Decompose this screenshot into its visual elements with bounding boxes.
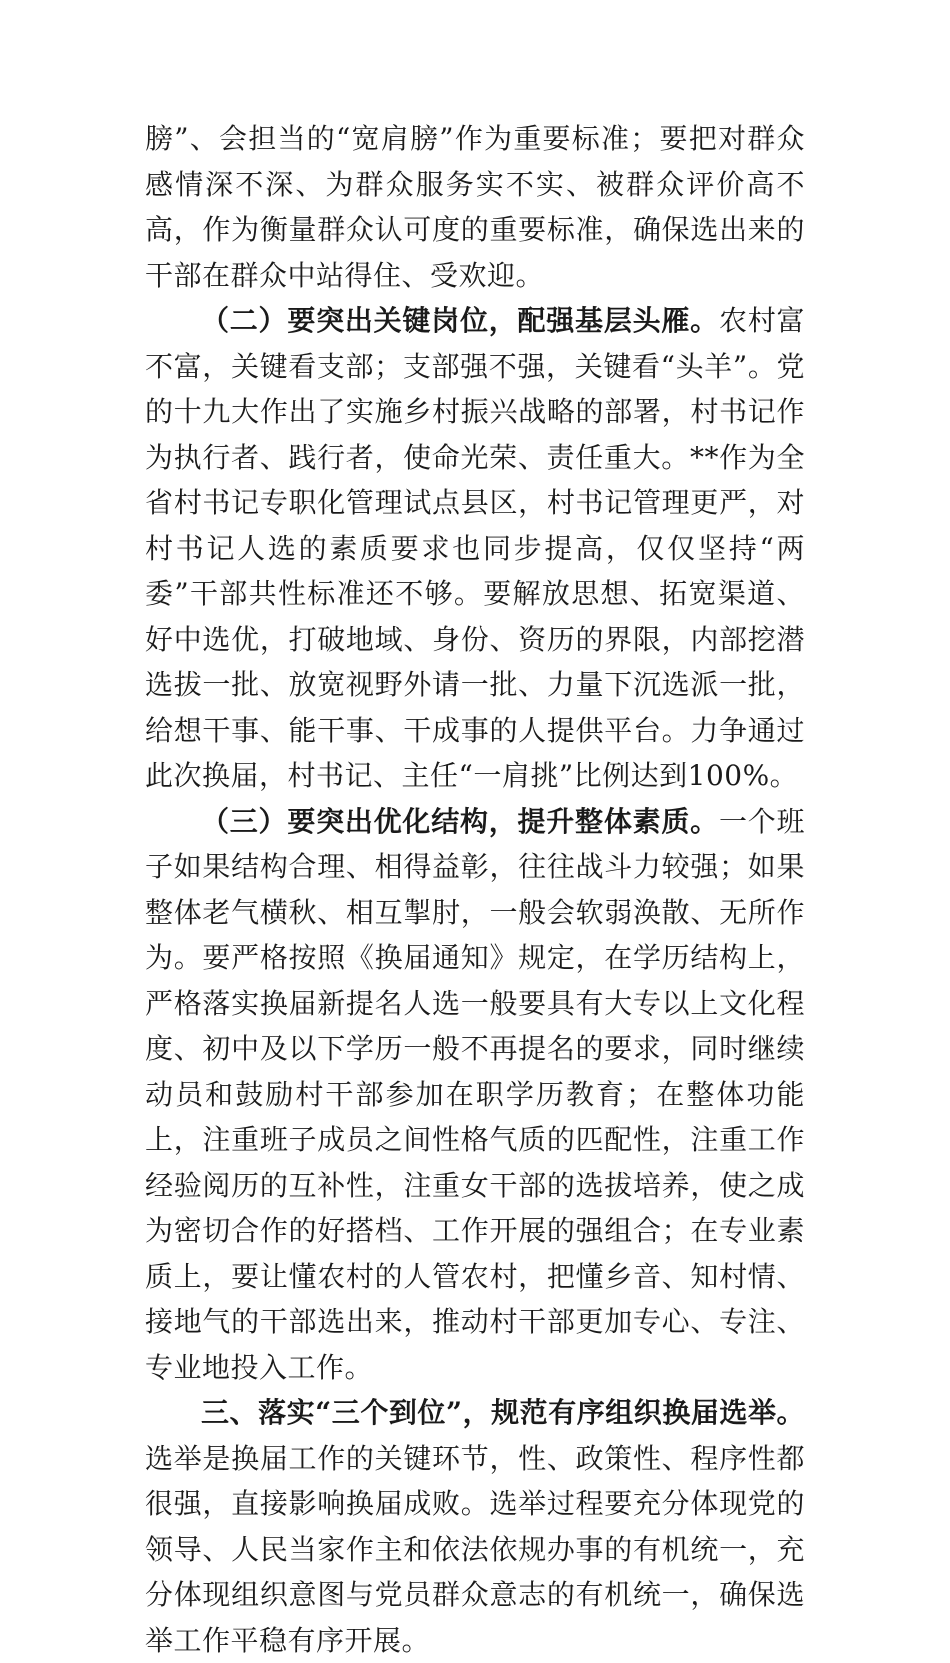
paragraph-structure <box>145 799 805 1391</box>
section-heading-key-posts: （二）要突出关键岗位，配强基层头雁。 <box>201 304 719 337</box>
section-heading-election: 三、落实“三个到位”，规范有序组织换届选举。 <box>201 1396 805 1429</box>
paragraph-standards <box>145 116 805 298</box>
document-page <box>145 116 805 1663</box>
section-heading-structure: （三）要突出优化结构，提升整体素质。 <box>201 804 719 838</box>
paragraph-text: 选举是换届工作的关键环节，性、政策性、程序性都很强，直接影响换届成败。选举过程要充分体现党的领导、人民当家作主和依法依规办事的有机统一，充分体现组织意图与党员群众意志的有机统一，确保选举工作平稳有序开展。 <box>145 1441 805 1657</box>
paragraph-text: 膀”、会担当的“宽肩膀”作为重要标准；要把对群众感情深不深、为群众服务实不实、被群众评价高不高，作为衡量群众认可度的重要标准，确保选出来的干部在群众中站得住、受欢迎。 <box>145 122 805 292</box>
paragraph-text: 一个班子如果结构合理、相得益彰，往往战斗力较强；如果整体老气横秋、相互掣肘，一般会软弱涣散、无所作为。要严格按照《换届通知》规定，在学历结构上，严格落实换届新提名人选一般要具有大专以上文化程度、初中及以下学历一般不再提名的要求，同时继续动员和鼓励村干部参加在职学历教育；在整体功能上，注重班子成员之间性格气质的匹配性，注重工作经验阅历的互补性，注重女干部的选拔培养，使之成为密切合作的好搭档、工作开展的强组合；在专业素质上，要让懂农村的人管农村，把懂乡音、知村情、接地气的干部选出来，推动村干部更加专心、专注、专业地投入工作。 <box>145 804 805 1384</box>
paragraph-key-posts <box>145 298 805 799</box>
paragraph-election <box>145 1390 805 1663</box>
paragraph-text: 农村富不富，关键看支部；支部强不强，关键看“头羊”。党的十九大作出了实施乡村振兴战略的部署，村书记作为执行者、践行者，使命光荣、责任重大。**作为全省村书记专职化管理试点县区，村书记管理更严，对村书记人选的素质要求也同步提高，仅仅坚持“两委”干部共性标准还不够。要解放思想、拓宽渠道、好中选优，打破地域、身份、资历的界限，内部挖潜选拔一批、放宽视野外请一批、力量下沉选派一批，给想干事、能干事、干成事的人提供平台。力争通过此次换届，村书记、主任“一肩挑”比例达到100%。 <box>145 304 805 792</box>
